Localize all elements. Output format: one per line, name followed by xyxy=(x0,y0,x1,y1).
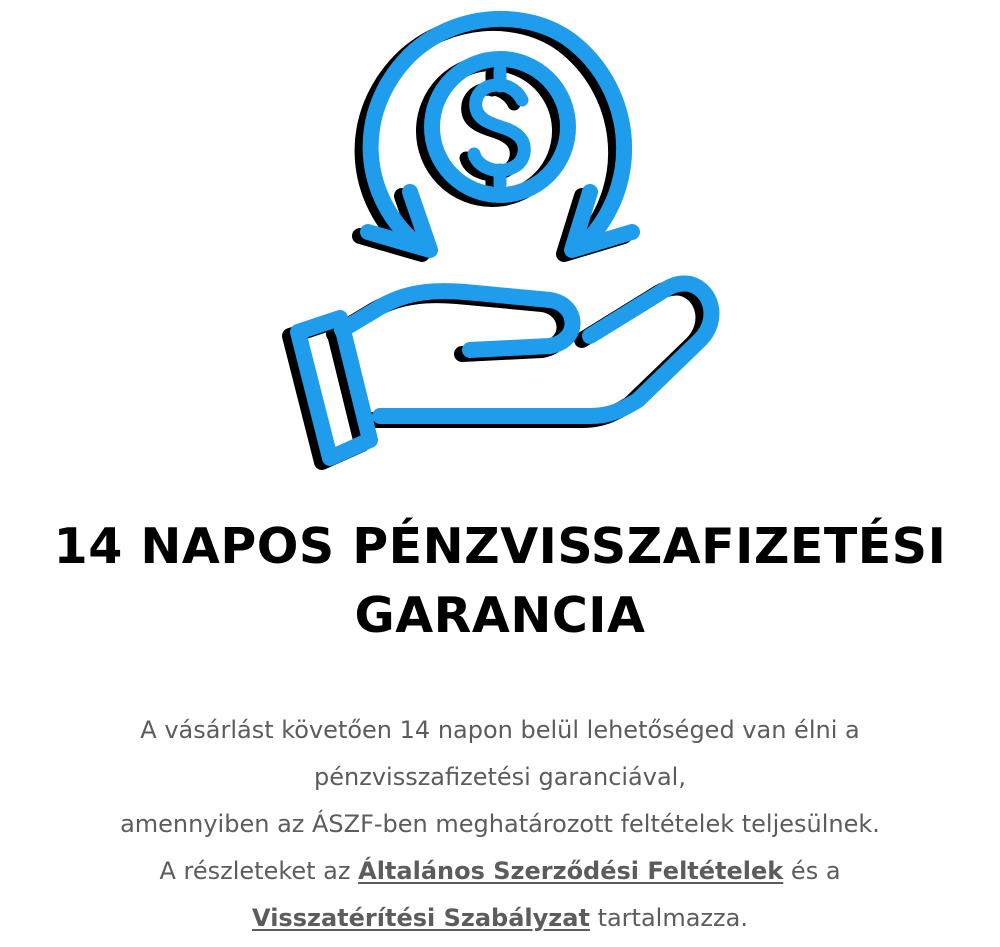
page-title xyxy=(0,512,1000,650)
terms-link[interactable]: Általános Szerződési Feltételek xyxy=(358,857,784,885)
description-line-3: amennyiben az ÁSZF-ben meghatározott feltételek teljesülnek. xyxy=(120,810,880,838)
refund-policy-link[interactable]: Visszatérítési Szabályzat xyxy=(252,904,590,932)
details-prefix: A részleteket az xyxy=(159,857,351,885)
title-line-2: GARANCIA xyxy=(354,587,646,644)
guarantee-description xyxy=(0,707,1000,942)
money-back-hand-icon xyxy=(260,0,740,480)
details-suffix: tartalmazza. xyxy=(597,904,748,932)
description-line-2: pénzvisszafizetési garanciával, xyxy=(314,763,686,791)
description-line-4 xyxy=(0,848,1000,895)
details-mid: és a xyxy=(790,857,841,885)
description-line-5 xyxy=(0,895,1000,942)
title-line-1: 14 NAPOS PÉNZVISSZAFIZETÉSI xyxy=(53,518,947,575)
description-line-1: A vásárlást követően 14 napon belül lehetőséged van élni a xyxy=(140,716,860,744)
